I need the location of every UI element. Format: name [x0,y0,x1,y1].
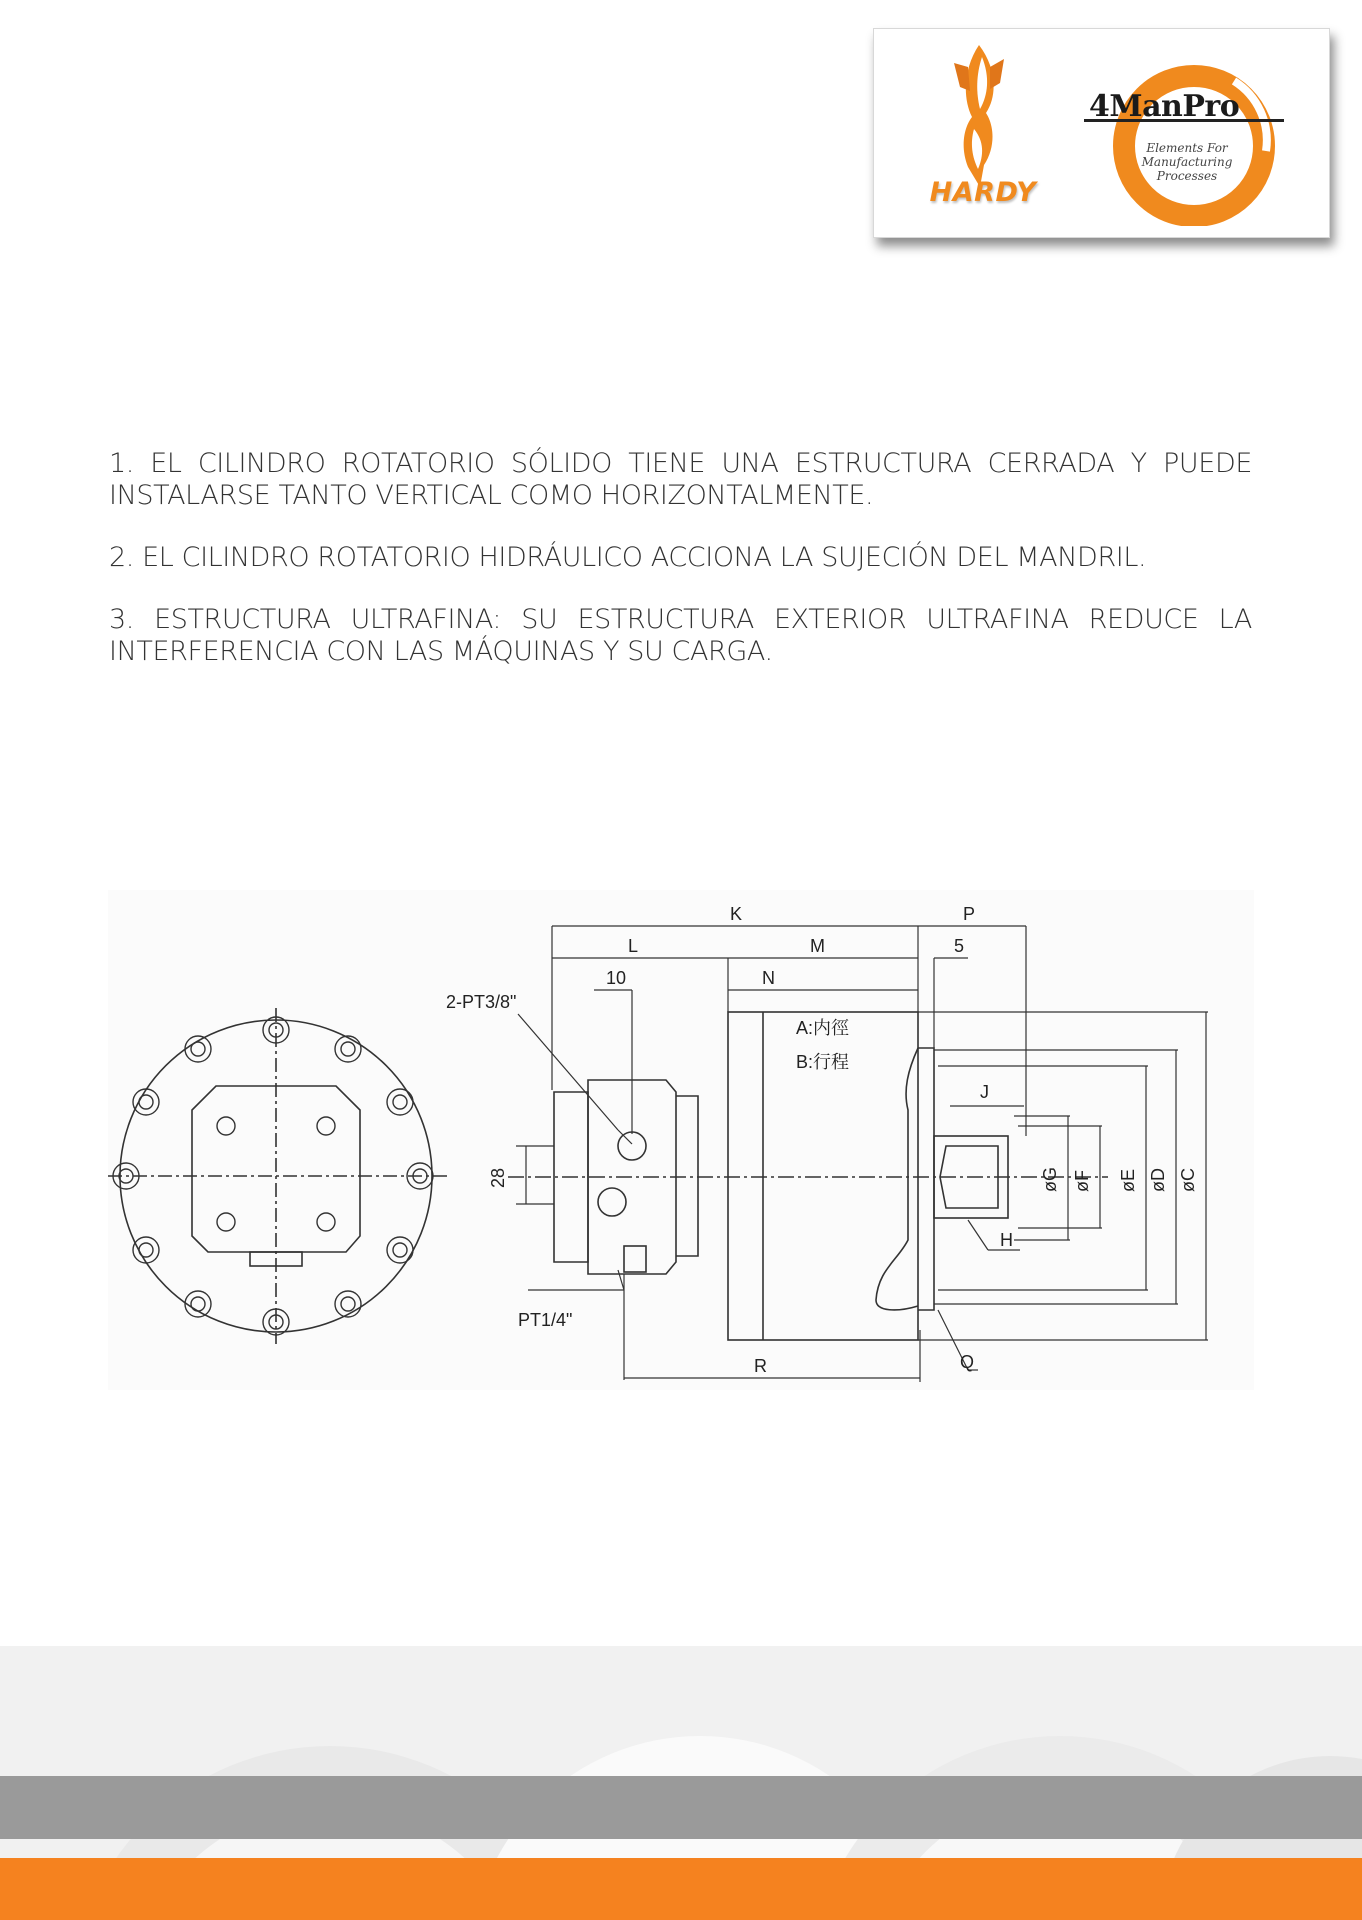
legend-a: A:内徑 [796,1018,850,1038]
amanpro-tagline: Elements For Manufacturing Processes [1141,141,1233,183]
dim-og-label: øG [1040,1167,1060,1192]
port-bottom-label: PT1/4" [518,1310,573,1330]
dim-n-label: N [762,968,775,988]
dim-5-label: 5 [954,936,965,956]
dim-h-label: H [1000,1230,1013,1250]
hardy-logo-text: HARDY [929,177,1037,208]
amanpro-logo-icon [1084,41,1284,226]
dim-m-label: M [810,936,825,956]
feature-paragraph-2: 2. EL CILINDRO ROTATORIO HIDRÁULICO ACCIONA LA SUJECIÓN DEL MANDRIL. [109,542,1147,573]
technical-drawing [108,890,1254,1390]
side-view [508,926,1208,1382]
dim-k-label: K [730,904,743,924]
dim-od-label: øD [1148,1168,1168,1192]
dim-oc-label: øC [1178,1168,1198,1192]
feature-paragraph-3: 3. ESTRUCTURA ULTRAFINA: SU ESTRUCTURA EXTERIOR ULTRAFINA REDUCE LA INTERFERENCIA CON LAS MÁQUINAS Y SU CARGA. [109,604,1252,667]
front-view [108,1008,448,1344]
cylinder-drawing-svg [108,890,1254,1390]
dim-oe-label: øE [1118,1168,1138,1192]
port-top-label: 2-PT3/8" [446,992,517,1012]
amanpro-logo-text: 4ManPro [1089,89,1240,124]
footer-gray-band [0,1776,1362,1839]
dim-j-label: J [980,1082,989,1102]
logo-box [873,28,1330,238]
feature-list [109,448,1252,698]
legend-b: B:行程 [796,1052,850,1072]
dim-q-label: Q [960,1352,975,1372]
footer-orange-band [0,1858,1362,1920]
dim-r-label: R [754,1356,767,1376]
dim-l-label: L [628,936,639,956]
dim-p-label: P [963,904,976,924]
feature-paragraph-1: 1. EL CILINDRO ROTATORIO SÓLIDO TIENE UNA ESTRUCTURA CERRADA Y PUEDE INSTALARSE TANTO VERTICAL COMO HORIZONTALMENTE. [109,448,1252,511]
dim-10-label: 10 [606,968,627,988]
dim-28-label: 28 [488,1167,508,1188]
dim-of-label: øF [1072,1170,1092,1192]
